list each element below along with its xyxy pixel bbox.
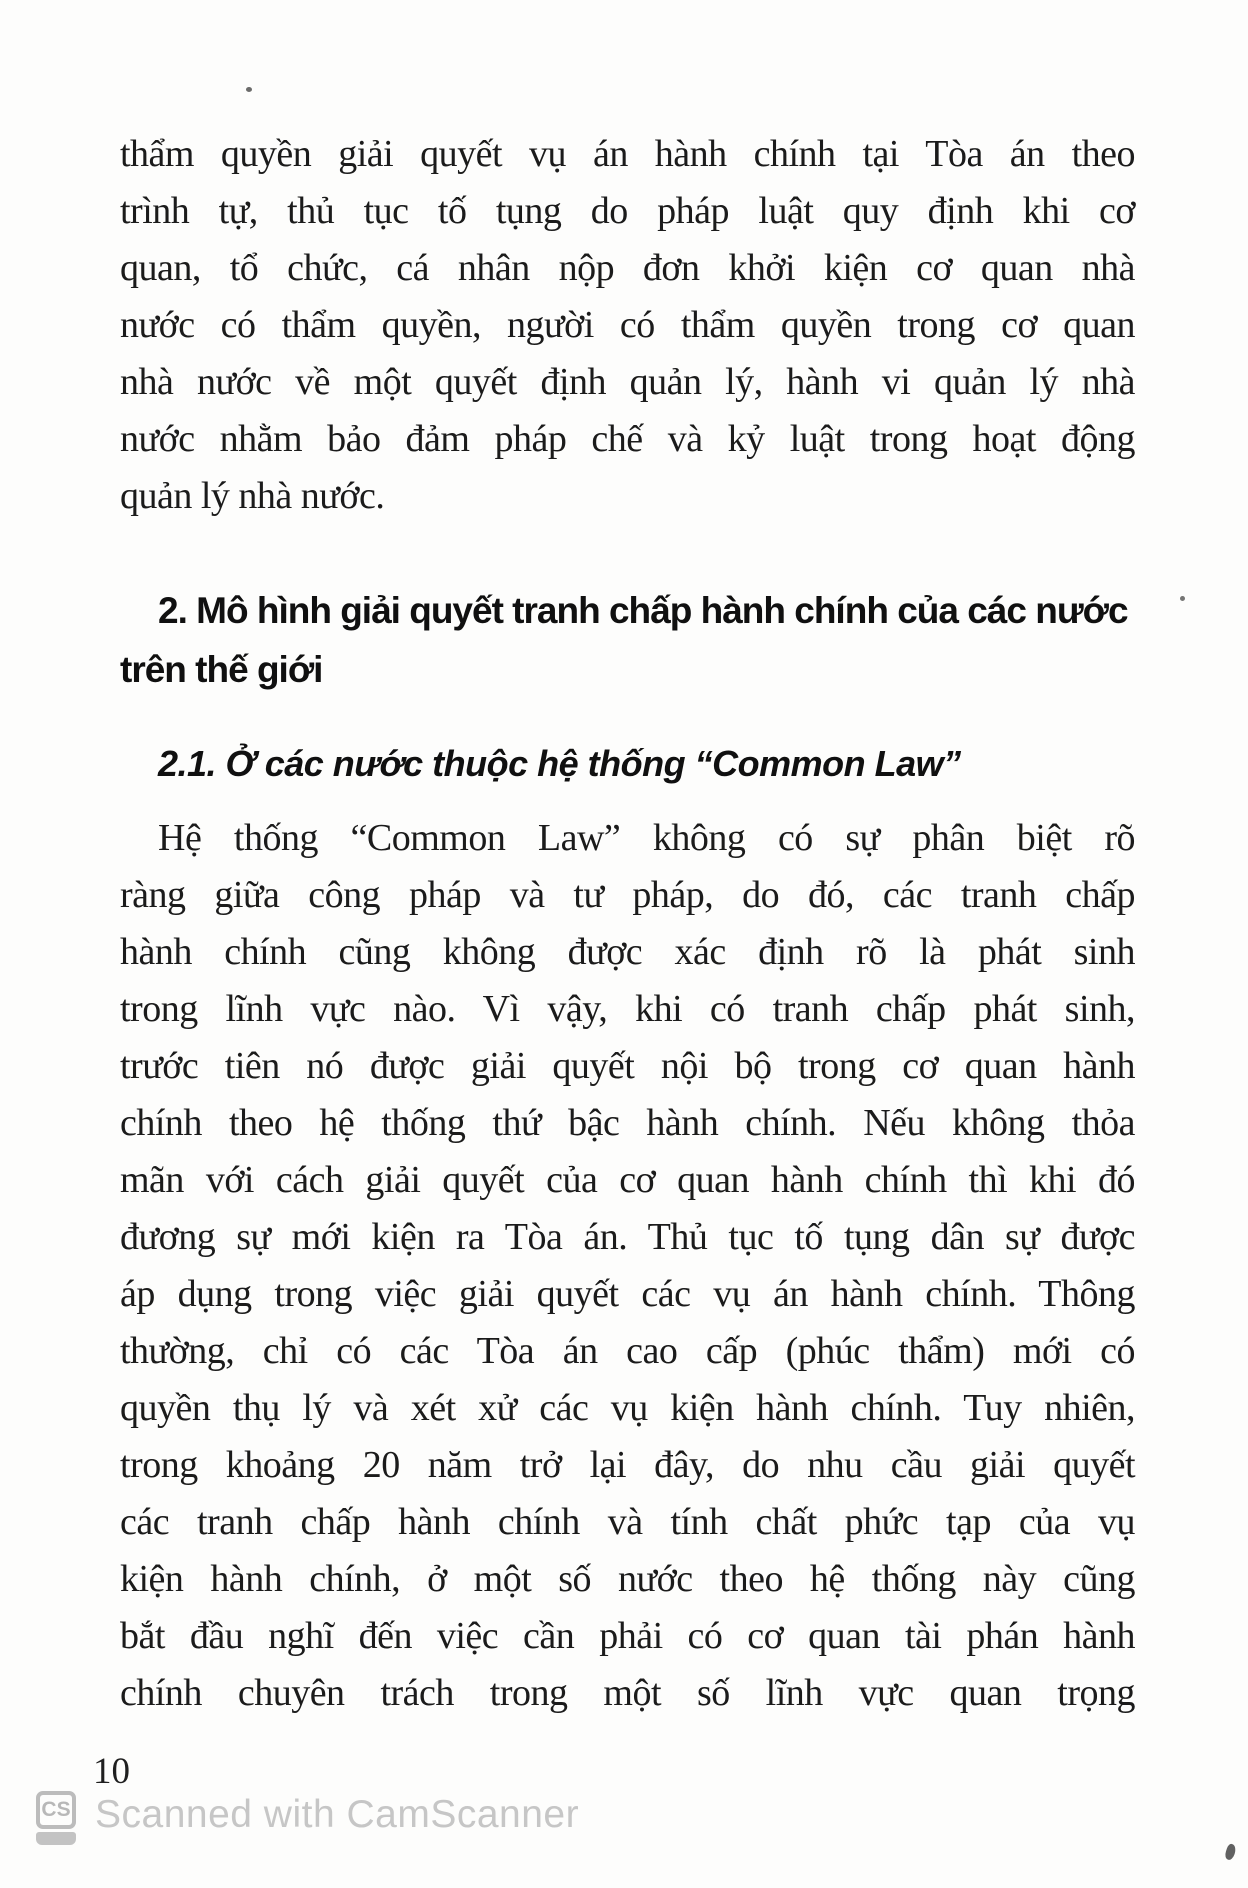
body-text-line: thẩm quyền giải quyết vụ án hành chính tại Tòa án theo: [120, 133, 1135, 175]
body-text-line: đương sự mới kiện ra Tòa án. Thủ tục tố tụng dân sự được: [120, 1216, 1135, 1258]
body-text-line: áp dụng trong việc giải quyết các vụ án hành chính. Thông: [120, 1273, 1135, 1315]
body-text-line: trình tự, thủ tục tố tụng do pháp luật quy định khi cơ: [120, 190, 1135, 232]
text-column: [120, 0, 1135, 1722]
cs-logo-icon: CS: [36, 1791, 76, 1829]
body-text-line: hành chính cũng không được xác định rõ là phát sinh: [120, 931, 1135, 973]
body-text-line: chính chuyên trách trong một số lĩnh vực quan trọng: [120, 1672, 1135, 1714]
paragraph-continuation: [120, 126, 1135, 525]
body-text-line: ràng giữa công pháp và tư pháp, do đó, các tranh chấp: [120, 874, 1135, 916]
scan-artifact-dot: [1180, 596, 1185, 601]
body-text-line: trong khoảng 20 năm trở lại đây, do nhu cầu giải quyết: [120, 1444, 1135, 1486]
body-text-line: chính theo hệ thống thứ bậc hành chính. Nếu không thỏa: [120, 1102, 1135, 1144]
body-text-line: bắt đầu nghĩ đến việc cần phải có cơ quan tài phán hành: [120, 1615, 1135, 1657]
subsection-heading: [120, 735, 1135, 792]
section-heading-line: trên thế giới: [120, 649, 323, 690]
body-text-line: nước nhằm bảo đảm pháp chế và kỷ luật trong hoạt động: [120, 418, 1135, 460]
body-text-line: quyền thụ lý và xét xử các vụ kiện hành chính. Tuy nhiên,: [120, 1387, 1135, 1429]
body-text-line: kiện hành chính, ở một số nước theo hệ thống này cũng: [120, 1558, 1135, 1600]
section-heading: [120, 581, 1135, 699]
body-text-line: các tranh chấp hành chính và tính chất phức tạp của vụ: [120, 1501, 1135, 1543]
subsection-heading-line: 2.1. Ở các nước thuộc hệ thống “Common Law”: [158, 743, 961, 784]
cs-logo-tab: [36, 1832, 76, 1845]
page-number: 10: [93, 1751, 130, 1792]
body-text-line: thường, chỉ có các Tòa án cao cấp (phúc thẩm) mới có: [120, 1330, 1135, 1372]
body-text-line: nhà nước về một quyết định quản lý, hành vi quản lý nhà: [120, 361, 1135, 403]
body-text-line: Hệ thống “Common Law” không có sự phân biệt rõ: [158, 817, 1135, 859]
body-text-line: quan, tổ chức, cá nhân nộp đơn khởi kiện cơ quan nhà: [120, 247, 1135, 289]
paragraph-common-law: [120, 810, 1135, 1722]
body-text-line: quản lý nhà nước.: [120, 475, 385, 517]
body-text-line: mãn với cách giải quyết của cơ quan hành chính thì khi đó: [120, 1159, 1135, 1201]
camscanner-logo: [36, 1791, 76, 1845]
section-heading-line: 2. Mô hình giải quyết tranh chấp hành chính của các nước: [158, 590, 1128, 631]
scan-artifact-mark: [1224, 1843, 1238, 1861]
body-text-line: trước tiên nó được giải quyết nội bộ trong cơ quan hành: [120, 1045, 1135, 1087]
body-text-line: nước có thẩm quyền, người có thẩm quyền trong cơ quan: [120, 304, 1135, 346]
body-text-line: trong lĩnh vực nào. Vì vậy, khi có tranh chấp phát sinh,: [120, 988, 1135, 1030]
watermark-text: Scanned with CamScanner: [95, 1793, 580, 1836]
